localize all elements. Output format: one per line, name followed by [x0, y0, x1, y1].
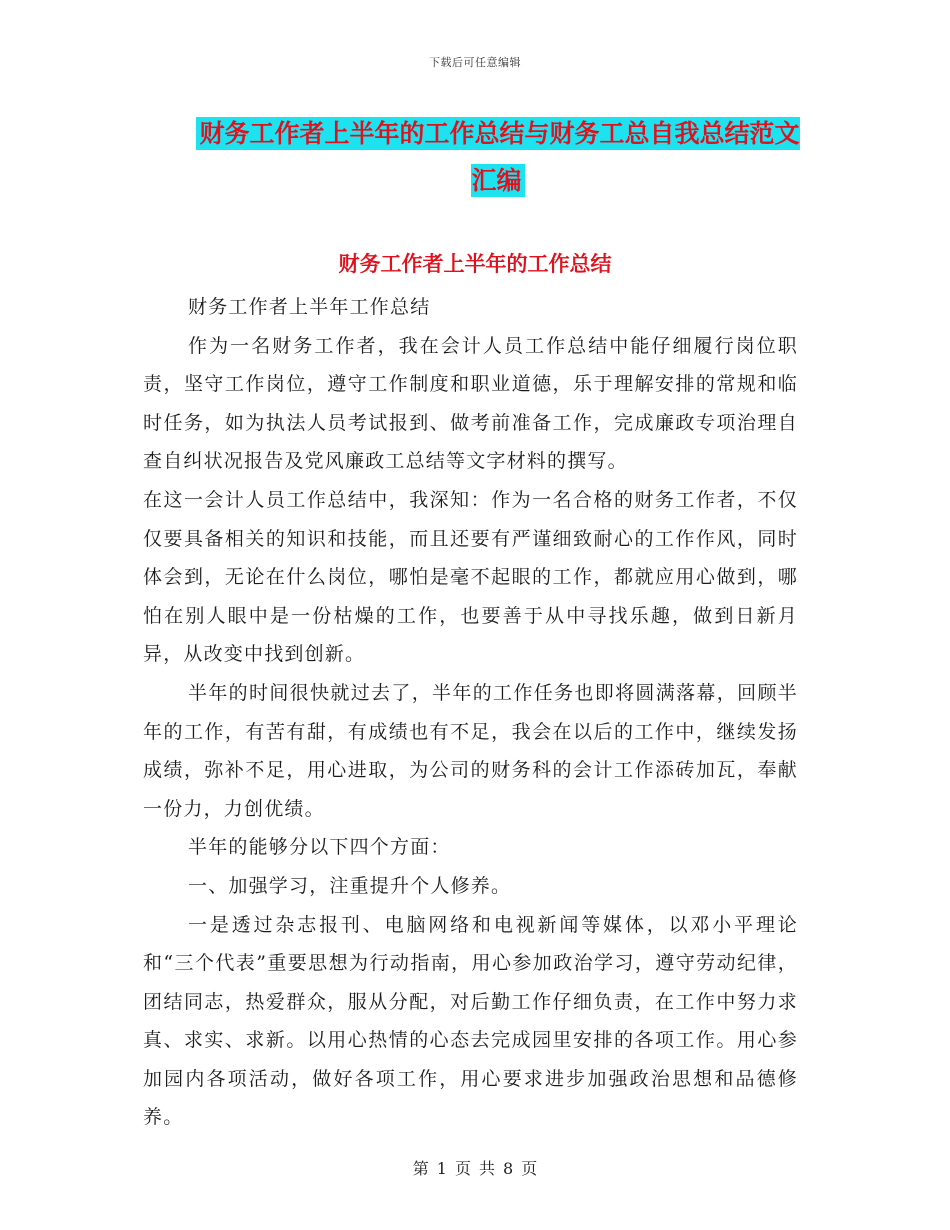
paragraph: 半年的能够分以下四个方面： — [188, 836, 451, 859]
footer-total-pages: 8 — [503, 1159, 514, 1178]
paragraph: 一是透过杂志报刊、电脑网络和电视新闻等媒体，以邓小平理论和“三个代表”重要思想为行动指南，用心参加政治学习，遵守劳动纪律，团结同志，热爱群众，服从分配，对后勤工作仔细负责，在工作中努力求真、求实、求新。以用心热情的心态去完成园里安排的各项工作。用心参加园内各项活动，做好各项工作，用心要求进步加强政治思想和品德修养。 — [143, 913, 798, 1129]
header-note: 下载后可任意编辑 — [429, 56, 521, 69]
footer-total-label: 共 — [479, 1159, 496, 1178]
document-title — [188, 110, 808, 204]
page-footer — [0, 1156, 950, 1179]
document-title-highlight: 财务工作者上半年的工作总结与财务工总自我总结范文汇编 — [196, 117, 799, 197]
section-title: 财务工作者上半年的工作总结 — [338, 252, 612, 276]
footer-page-number: 1 — [436, 1159, 447, 1178]
footer-page-label: 页 — [454, 1159, 471, 1178]
paragraph: 半年的时间很快就过去了，半年的工作任务也即将圆满落幕，回顾半年的工作，有苦有甜，有成绩也有不足，我会在以后的工作中，继续发扬成绩，弥补不足，用心进取，为公司的财务科的会计工作添砖加瓦，奉献一份力，力创优绩。 — [143, 681, 798, 820]
document-body — [143, 288, 798, 1137]
footer-prefix: 第 — [412, 1159, 429, 1178]
footer-suffix: 页 — [521, 1159, 538, 1178]
paragraph-subtitle: 财务工作者上半年工作总结 — [188, 296, 431, 318]
paragraph-heading: 一、加强学习，注重提升个人修养。 — [188, 874, 512, 897]
paragraph: 在这一会计人员工作总结中，我深知：作为一名合格的财务工作者，不仅仅要具备相关的知识和技能，而且还要有严谨细致耐心的工作作风，同时体会到，无论在什么岗位，哪怕是毫不起眼的工作，都就应用心做到，哪怕在别人眼中是一份枯燥的工作，也要善于从中寻找乐趣，做到日新月异，从改变中找到创新。 — [143, 488, 798, 666]
paragraph: 作为一名财务工作者，我在会计人员工作总结中能仔细履行岗位职责，坚守工作岗位，遵守工作制度和职业道德，乐于理解安排的常规和临时任务，如为执法人员考试报到、做考前准备工作，完成廉政专项治理自查自纠状况报告及党风廉政工总结等文字材料的撰写。 — [143, 334, 798, 473]
